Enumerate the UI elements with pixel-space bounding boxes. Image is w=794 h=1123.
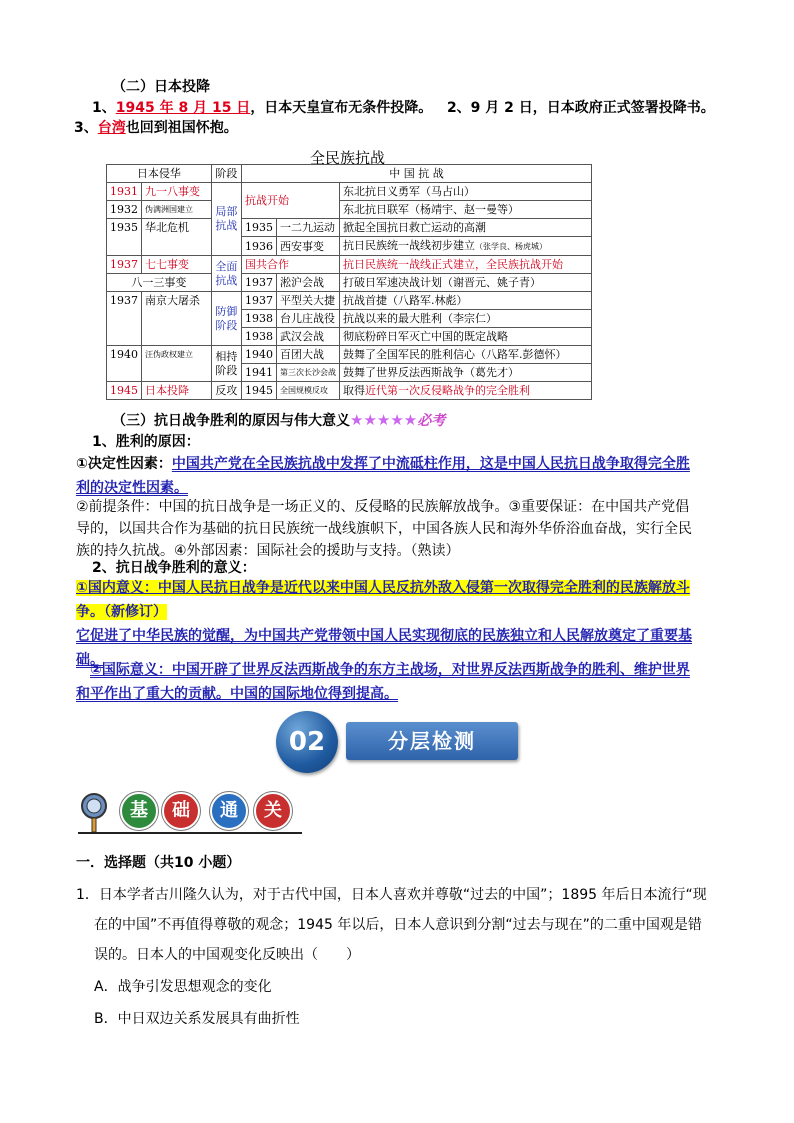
table-row: 1938 武汉会战 彻底粉碎日军灭亡中国的既定战略 — [107, 328, 592, 346]
table-row: 1937 南京大屠杀 防御阶段 1937 平型关大捷 抗战首捷（八路军.林彪） — [107, 292, 592, 310]
banner-number: 02 — [276, 711, 338, 773]
table-row: 1938 台儿庄战役 抗战以来的最大胜利（李宗仁） — [107, 310, 592, 328]
taiwan-text: 台湾 — [97, 120, 126, 136]
table-row: 1931 九一八事变 局部抗战 抗战开始 东北抗日义勇军（马占山） — [107, 183, 592, 201]
table-row: 1936 西安事变 抗日民族统一战线初步建立（张学良、杨虎城） — [107, 237, 592, 256]
stage-local: 局部抗战 — [211, 183, 241, 256]
meaning-domestic: ①国内意义：中国人民抗日战争是近代以来中国人民反抗外敌入侵第一次取得完全胜利的民族解放斗 争。（新修订） 它促进了中华民族的觉醒，为中国共产党带领中国人民实现彻底的民族独立和人民解放奠定了重要基 础。 — [76, 580, 692, 668]
table-row: 1941 第三次长沙会战 鼓舞了世界反法西斯战争（葛先才） — [107, 364, 592, 382]
section2-para2: 3、台湾也回到祖国怀抱。 — [74, 120, 238, 136]
war-table — [106, 164, 592, 400]
table-row: 1945 日本投降 反攻 1945 全国规模反攻 取得近代第一次反侵略战争的完全胜利 — [107, 382, 592, 400]
table-row: 1940 汪伪政权建立 相持阶段 1940 百团大战 鼓舞了全国军民的胜利信心（八路军.彭德怀） — [107, 346, 592, 364]
option-b[interactable]: B．中日双边关系发展具有曲折性 — [94, 1011, 300, 1027]
section2-para1: 1、1945 年 8 月 15 日，日本天皇宣布无条件投降。 2、9 月 2 日，日本政府正式签署投降书。 — [92, 100, 715, 116]
question-section-title: 一．选择题（共10 小题） — [76, 855, 241, 871]
table-row: 1937 七七事变 全面抗战 国共合作 抗日民族统一战线正式建立，全民族抗战开始 — [107, 256, 592, 274]
option-a[interactable]: A．战争引发思想观念的变化 — [94, 979, 272, 995]
stage-defense: 防御阶段 — [211, 292, 241, 346]
stage-full: 全面抗战 — [211, 256, 241, 292]
reasons-title: 1、胜利的原因： — [92, 434, 200, 450]
magnifier-icon — [78, 790, 112, 824]
question-1: 1．日本学者古川隆久认为，对于古代中国，日本人喜欢并尊敬“过去的中国”；1895 年后日本流行“现 在的中国”不再值得尊敬的观念；1945 年以后，日本人意识到分割“过去与现在”的二重中国观是错 误的。日本人的中国观变化反映出（ ） — [76, 887, 707, 963]
col-head-china: 中 国 抗 战 — [241, 165, 591, 183]
stage-stalemate: 相持阶段 — [211, 346, 241, 382]
meaning-title: 2、抗日战争胜利的意义： — [92, 560, 256, 576]
surrender-date: 1945 年 8 月 15 日 — [115, 100, 251, 116]
section2-title: （二）日本投降 — [112, 79, 210, 95]
table-row: 1935 华北危机 1935 一二九运动 掀起全国抗日救亡运动的高潮 — [107, 219, 592, 237]
stage-counter: 反攻 — [211, 382, 241, 400]
col-head-japan: 日本侵华 — [107, 165, 212, 183]
table-row: 1932 伪满洲国建立 东北抗日联军（杨靖宇、赵一曼等） — [107, 201, 592, 219]
table-row: 八一三事变 1937 淞沪会战 打破日军速决战计划（谢晋元、姚子青） — [107, 274, 592, 292]
meaning-international: ②国际意义：中国开辟了世界反法西斯战争的东方主战场，对世界反法西斯战争的胜利、维护世界 和平作出了重大的贡献。中国的国际地位得到提高。 — [76, 662, 690, 702]
col-head-stage: 阶段 — [211, 165, 241, 183]
badge-chu: 础 — [162, 792, 200, 830]
stars-icon: ★★★★★ — [350, 411, 418, 429]
table-title: 全民族抗战 — [310, 149, 386, 167]
section3-title: （三）抗日战争胜利的原因与伟大意义★★★★★必考 — [112, 411, 446, 429]
reason2-4: ②前提条件：中国的抗日战争是一场正义的、反侵略的民族解放战争。③重要保证：在中国共产党倡 导的，以国共合作为基础的抗日民族统一战线旗帜下，中国各族人民和海外华侨浴血奋战，实行全民 族的持久抗战。④外部因素：国际社会的援助与支持。（熟读） — [76, 499, 692, 559]
badge-tong: 通 — [210, 792, 248, 830]
badge-guan: 关 — [254, 792, 292, 830]
badge-underline — [78, 832, 302, 834]
badge-ji: 基 — [120, 792, 158, 830]
reason1: ①决定性因素：中国共产党在全民族抗战中发挥了中流砥柱作用，这是中国人民抗日战争取得完全胜 利的决定性因素。 — [76, 456, 690, 496]
banner-label: 分层检测 — [346, 722, 518, 760]
